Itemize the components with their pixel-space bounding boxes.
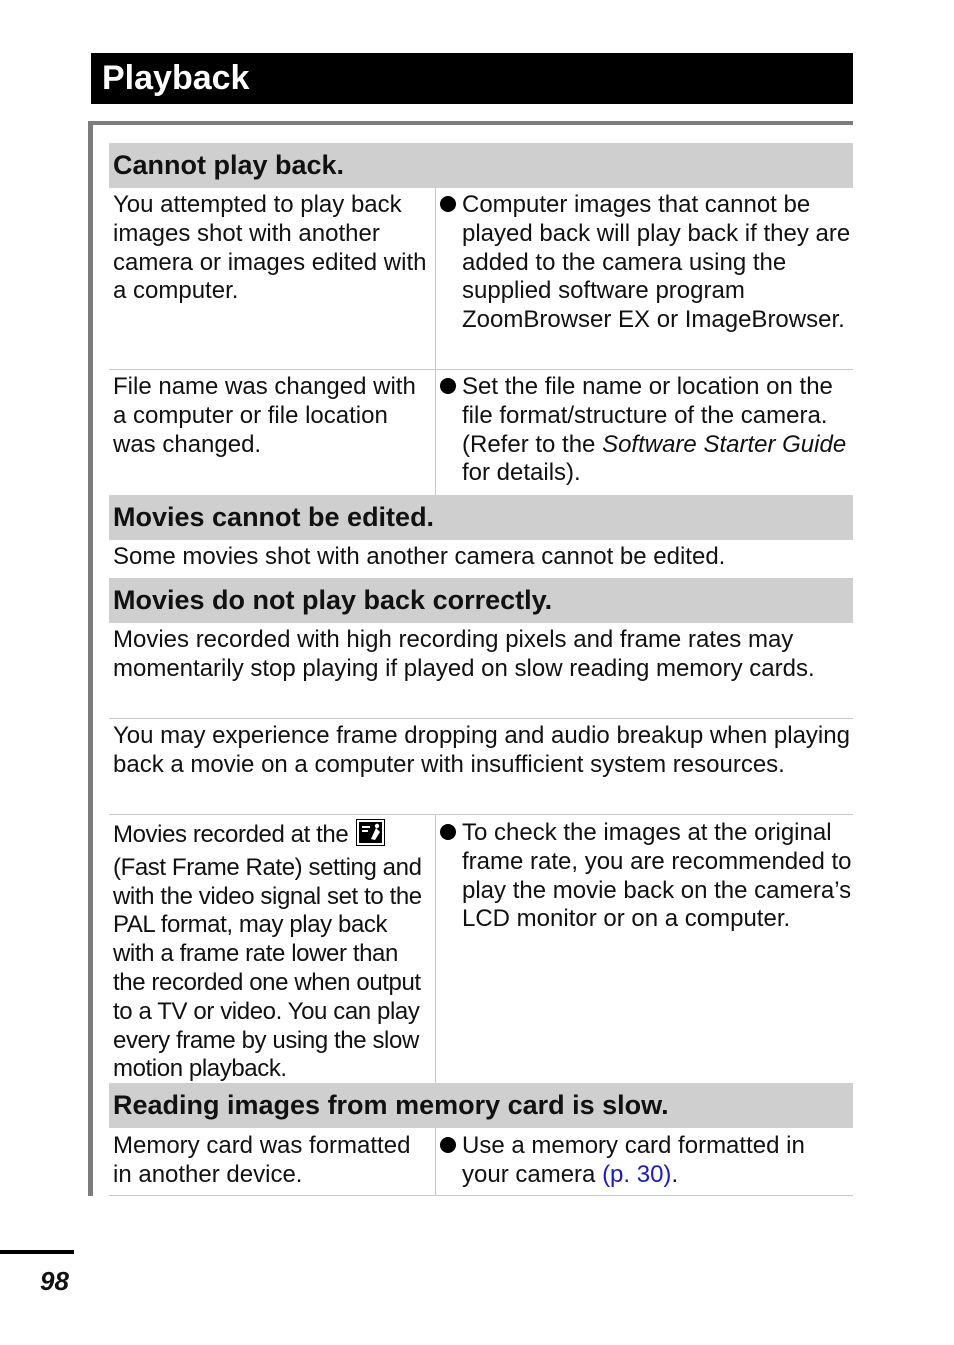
section-heading-cannot-play-back: Cannot play back. bbox=[109, 143, 853, 188]
full-width-text: Some movies shot with another camera cannot be edited. bbox=[113, 543, 726, 570]
section-heading-movies-cannot-be-edited: Movies cannot be edited. bbox=[109, 495, 853, 540]
row-divider bbox=[109, 814, 853, 815]
bullet-icon bbox=[440, 196, 456, 212]
guide-title: Software Starter Guide bbox=[602, 430, 847, 458]
column-divider bbox=[435, 815, 436, 1083]
full-width-text: You may experience frame dropping and audio breakup when playing back a movie on a computer with insufficient system resources. bbox=[113, 722, 850, 778]
page-title: Playback bbox=[91, 53, 853, 104]
row-divider bbox=[109, 369, 853, 370]
row-divider bbox=[109, 1195, 853, 1196]
problem-cell: File name was changed with a computer or file location was changed. bbox=[113, 373, 416, 458]
full-width-text: Movies recorded with high recording pixels and frame rates may momentarily stop playing if played on slow reading memory cards. bbox=[113, 626, 815, 682]
section-heading-movies-do-not-play-back: Movies do not play back correctly. bbox=[109, 578, 853, 623]
column-divider bbox=[435, 188, 436, 369]
top-divider bbox=[88, 121, 853, 125]
solution-cell: Computer images that cannot be played back will play back if they are added to the camera using the supplied software program ZoomBrowser EX or ImageBrowser. bbox=[462, 191, 851, 334]
fast-frame-rate-icon bbox=[356, 819, 385, 854]
column-divider bbox=[435, 370, 436, 495]
page-number-rule bbox=[0, 1250, 74, 1254]
solution-cell bbox=[462, 373, 853, 488]
solution-text: Use a memory card formatted in your camera bbox=[462, 1132, 805, 1188]
solution-text: Set the file name or location on the file format/structure of the camera. (Refer to the bbox=[462, 373, 833, 458]
bullet-icon bbox=[440, 1137, 456, 1153]
solution-cell bbox=[462, 1132, 853, 1190]
problem-text: Movies recorded at the bbox=[113, 821, 349, 848]
bullet-icon bbox=[440, 378, 456, 394]
column-divider bbox=[435, 1128, 436, 1195]
page-reference-link[interactable]: (p. 30) bbox=[602, 1160, 672, 1188]
problem-cell: Memory card was formatted in another device. bbox=[113, 1132, 411, 1188]
solution-text: for details). bbox=[462, 459, 581, 487]
solution-cell: To check the images at the original frame rate, you are recommended to play the movie back on the camera’s LCD monitor or on a computer. bbox=[462, 819, 852, 933]
section-heading-reading-images-slow: Reading images from memory card is slow. bbox=[109, 1083, 853, 1128]
row-divider bbox=[109, 718, 853, 719]
solution-text: . bbox=[671, 1160, 679, 1188]
problem-cell: You attempted to play back images shot with another camera or images edited with a computer. bbox=[113, 191, 427, 305]
problem-cell bbox=[113, 819, 433, 1084]
left-divider bbox=[88, 121, 93, 1196]
bullet-icon bbox=[440, 824, 456, 840]
problem-text: (Fast Frame Rate) setting and with the video signal set to the PAL format, may play back with a frame rate lower than the recorded one when output to a TV or video. You can play every frame by using the slow motion playback. bbox=[113, 853, 422, 1083]
page-number: 98 bbox=[40, 1266, 69, 1296]
